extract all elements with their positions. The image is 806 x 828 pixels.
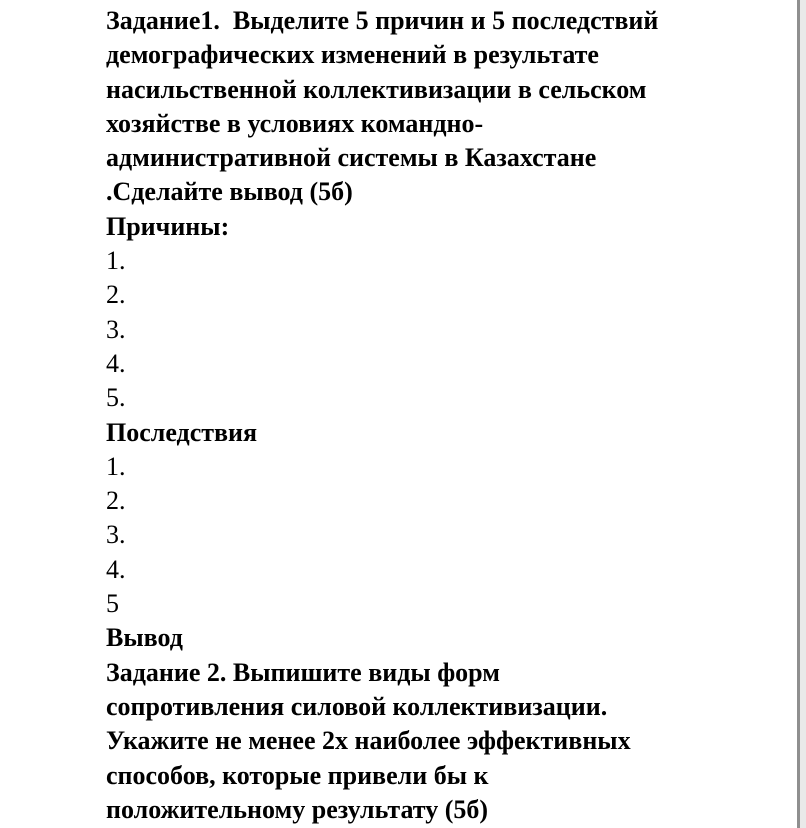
causes-item-5: 5. — [106, 383, 126, 413]
task1-line-3: насильственной коллективизации в сельском — [106, 74, 647, 104]
task2-line-4: способов, которые привели бы к — [106, 760, 489, 790]
task2-text — [106, 656, 766, 827]
causes-item-4: 4. — [106, 348, 126, 378]
causes-item-1: 1. — [106, 246, 126, 276]
task2-line-5: положительному результату (5б) — [106, 794, 489, 824]
causes-item-3: 3. — [106, 314, 126, 344]
consequences-item-3: 3. — [106, 520, 126, 550]
task1-line-1: Задание1. Выделите 5 причин и 5 последствий — [106, 6, 659, 35]
task1-text — [106, 4, 766, 210]
conclusion-heading: Вывод — [106, 623, 183, 653]
task1-line-6: .Сделайте вывод (5б) — [106, 177, 353, 207]
consequences-item-4: 4. — [106, 554, 126, 584]
document-content — [106, 4, 766, 827]
task2-line-3: Укажите не менее 2х наиболее эффективных — [106, 726, 631, 756]
causes-heading: Причины: — [106, 211, 230, 241]
page-right-strip — [800, 0, 806, 828]
task1-line-2: демографических изменений в результате — [106, 40, 599, 70]
task2-line-1: Задание 2. Выпишите виды форм — [106, 657, 500, 687]
task1-line-5: административной системы в Казахстане — [106, 143, 597, 173]
consequences-section — [106, 416, 766, 622]
task2-line-2: сопротивления силовой коллективизации. — [106, 691, 608, 721]
consequences-item-2: 2. — [106, 486, 126, 516]
conclusion-section — [106, 621, 766, 655]
consequences-item-1: 1. — [106, 451, 126, 481]
task1-line-4: хозяйстве в условиях командно- — [106, 108, 484, 138]
consequences-item-5: 5 — [106, 589, 119, 619]
consequences-heading: Последствия — [106, 417, 258, 447]
causes-section — [106, 210, 766, 416]
causes-item-2: 2. — [106, 280, 126, 310]
